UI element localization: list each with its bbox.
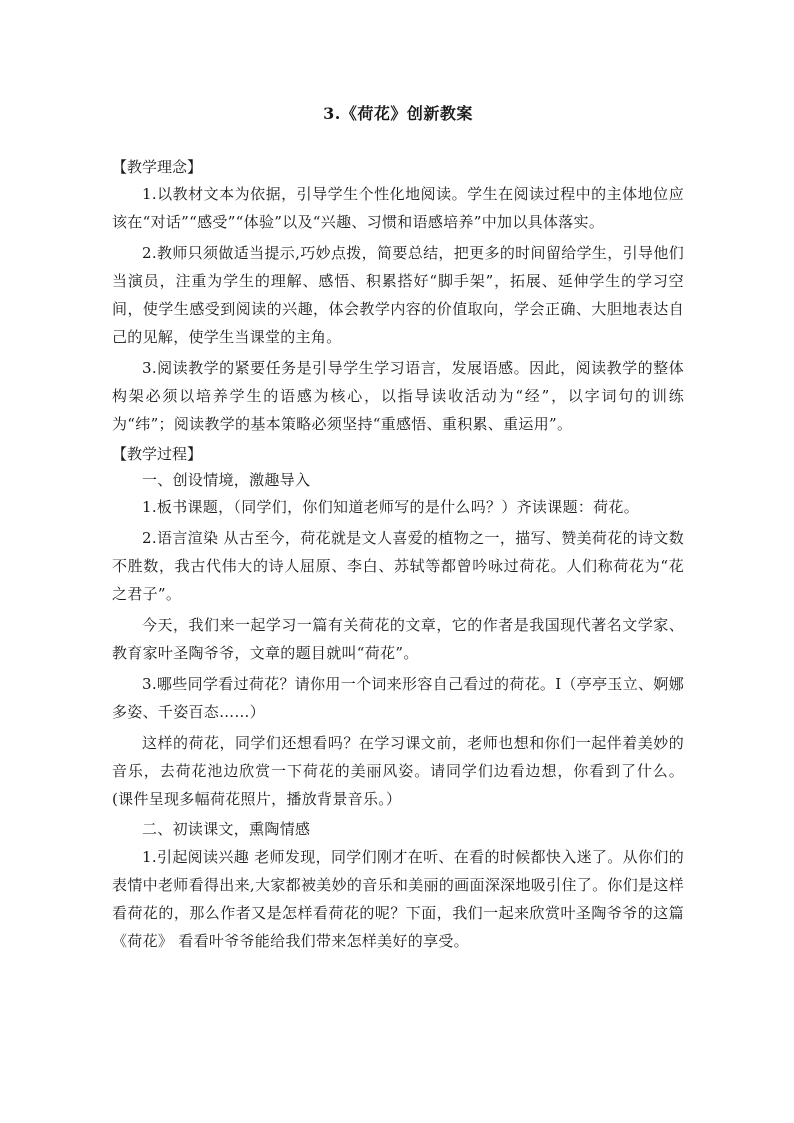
paragraph: 这样的荷花，同学们还想看吗？在学习课文前，老师也想和你们一起伴着美妙的音乐，去荷花池边欣赏一下荷花的美丽风姿。请同学们边看边想，你看到了什么。(课件呈现多幅荷花照片，播放背景音乐。） — [112, 734, 684, 808]
paragraph: 1.引起阅读兴趣 老师发现，同学们刚才在听、在看的时候都快入迷了。从你们的表情中老师看得出来,大家都被美妙的音乐和美丽的画面深深地吸引住了。你们是这样看荷花的，那么作者又是怎样看荷花的呢？下面，我们一起来欣赏叶圣陶爷爷的这篇《荷花》 看看叶爷爷能给我们带来怎样美好的享受。 — [112, 848, 684, 950]
paragraph: 2.教师只须做适当提示,巧妙点拨，简要总结，把更多的时间留给学生，引导他们当演员，注重为学生的理解、感悟、积累搭好“脚手架”，拓展、延伸学生的学习空间，使学生感受到阅读的兴趣，体会教学内容的价值取向，学会正确、大胆地表达自己的见解，使学生当课堂的主角。 — [112, 244, 684, 346]
subsection-heading: 一、创设情境，激趣导入 — [142, 471, 311, 489]
paragraph: 2.语言渲染 从古至今，荷花就是文人喜爱的植物之一，描写、赞美荷花的诗文数不胜数，我古代伟大的诗人屈原、李白、苏轼等都曾吟咏过荷花。人们称荷花为“花之君子”。 — [112, 529, 684, 603]
paragraph: 1.以教材文本为依据，引导学生个性化地阅读。学生在阅读过程中的主体地位应该在“对话”“感受”“体验”以及“兴趣、习惯和语感培养”中加以具体落实。 — [112, 185, 684, 231]
document-body — [112, 98, 684, 958]
paragraph: 3.阅读教学的紧要任务是引导学生学习语言，发展语感。因此，阅读教学的整体构架必须以培养学生的语感为核心，以指导读收活动为“经”，以字词句的训练为“纬”；阅读教学的基本策略必须坚持“重感悟、重积累、重运用”。 — [112, 359, 684, 433]
paragraph: 1.板书课题，（同学们，你们知道老师写的是什么吗？）齐读课题：荷花。 — [142, 498, 640, 516]
section-heading-teaching-philosophy: 【教学理念】 — [112, 158, 203, 176]
subsection-heading: 二、初读课文，熏陶情感 — [142, 820, 311, 838]
document-title: 3.《荷花》创新教案 — [323, 104, 473, 123]
section-heading-teaching-process: 【教学过程】 — [112, 445, 203, 463]
paragraph: 今天，我们来一起学习一篇有关荷花的文章，它的作者是我国现代著名文学家、教育家叶圣陶爷爷，文章的题目就叫“荷花”。 — [112, 616, 684, 662]
paragraph: 3.哪些同学看过荷花？请你用一个词来形容自己看过的荷花。I（亭亭玉立、婀娜多姿、千姿百态……） — [112, 675, 684, 721]
